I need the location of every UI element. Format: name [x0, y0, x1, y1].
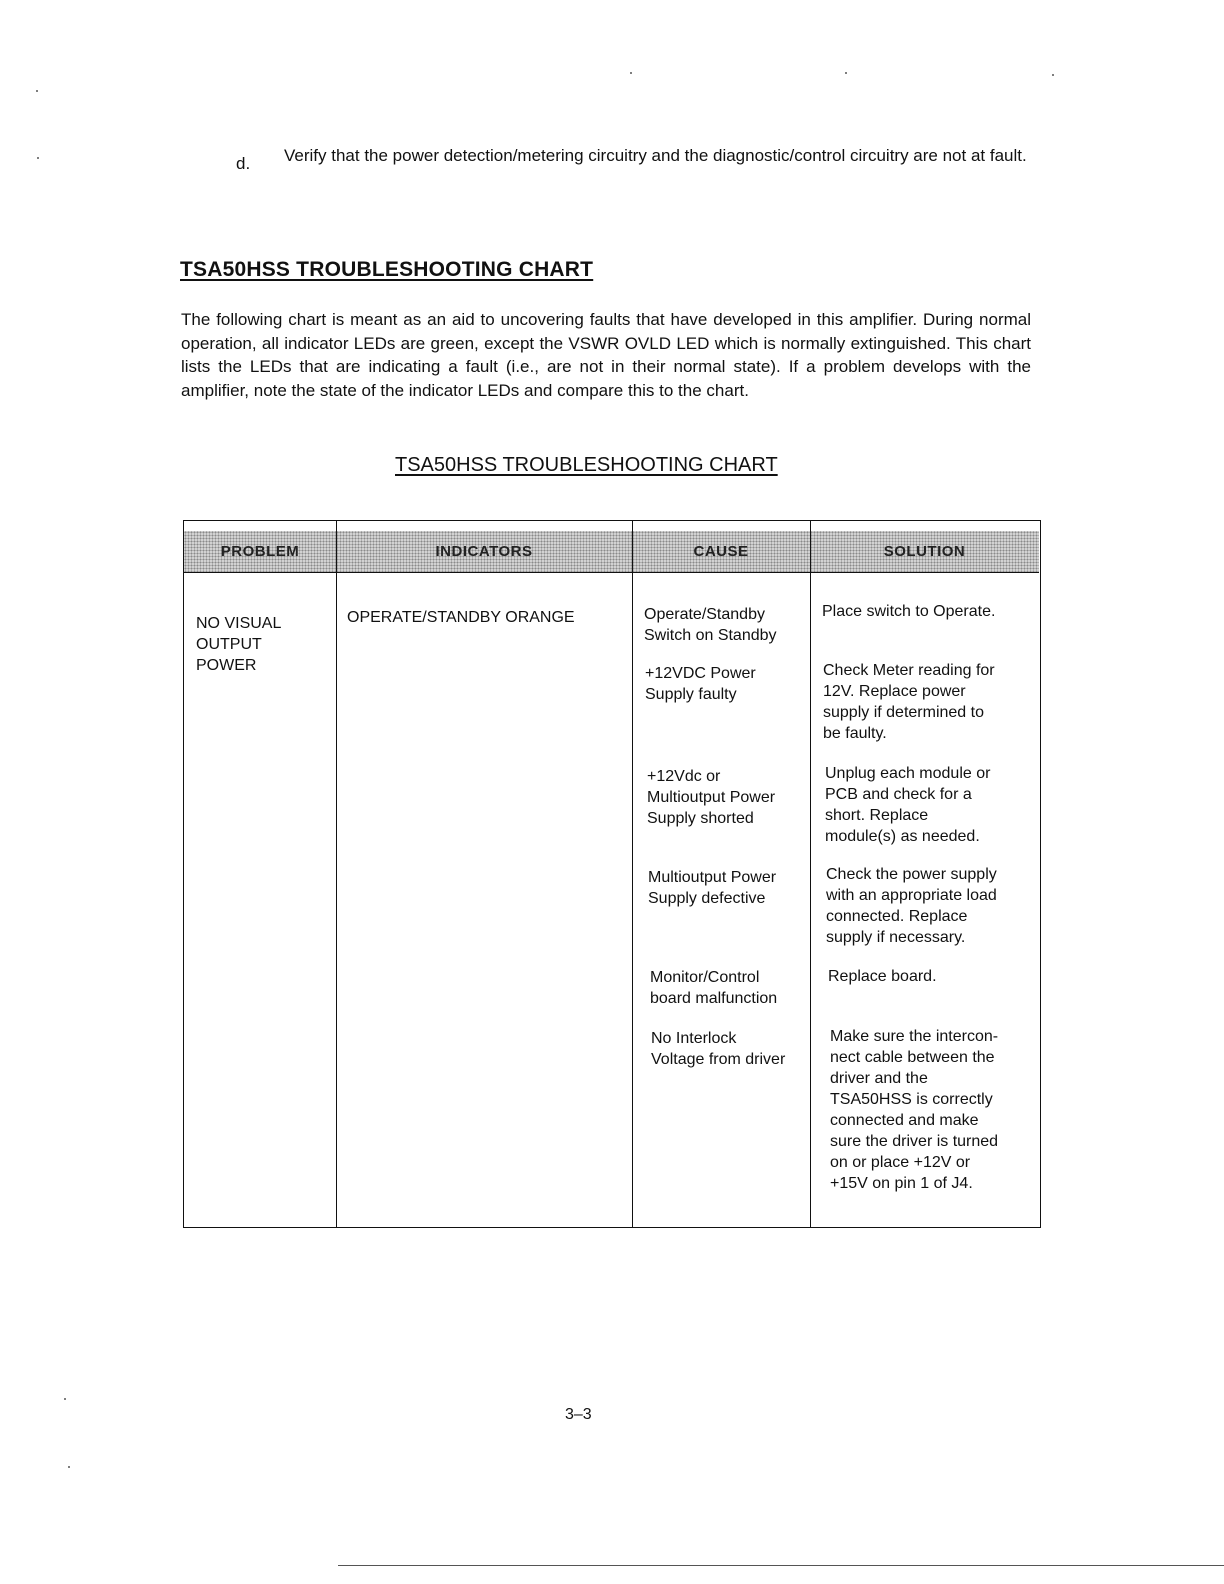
step-letter: d.: [236, 154, 251, 173]
scan-speck: [1052, 74, 1054, 76]
cause-cell: Operate/Standby Switch on Standby: [644, 606, 777, 644]
header-problem: PROBLEM: [184, 531, 336, 573]
scan-speck: [37, 157, 39, 159]
solution-cell: Make sure the intercon- nect cable between the driver and the TSA50HSS is correctly connected and make sure the driver is turned on or place +12V or +15V on pin 1 of J4.: [830, 1028, 999, 1192]
scan-speck: [630, 72, 632, 74]
section-title: TSA50HSS TROUBLESHOOTING CHART: [180, 258, 594, 281]
page-number: 3–3: [565, 1406, 592, 1423]
step-text: Verify that the power detection/metering circuitry and the diagnostic/control circuitry are not at fault.: [284, 146, 1027, 165]
column-divider: [632, 521, 633, 1227]
column-divider: [810, 521, 811, 1227]
cause-cell: +12Vdc or Multioutput Power Supply shorted: [647, 768, 776, 827]
troubleshooting-table: [183, 520, 1041, 1228]
column-divider: [336, 521, 337, 1227]
cause-cell: No Interlock Voltage from driver: [651, 1030, 786, 1068]
indicator-cell: OPERATE/STANDBY ORANGE: [347, 609, 575, 626]
solution-cell: Check Meter reading for 12V. Replace power supply if determined to be faulty.: [823, 662, 995, 742]
cause-cell: Multioutput Power Supply defective: [648, 869, 777, 907]
scan-speck: [64, 1398, 66, 1400]
header-cause: CAUSE: [632, 531, 810, 573]
header-indicators: INDICATORS: [336, 531, 632, 573]
scan-speck: [68, 1466, 70, 1468]
solution-cell: Replace board.: [828, 968, 937, 985]
chart-title: TSA50HSS TROUBLESHOOTING CHART: [395, 454, 778, 476]
header-solution: SOLUTION: [810, 531, 1039, 573]
solution-cell: Place switch to Operate.: [822, 603, 996, 620]
solution-cell: Check the power supply with an appropriate load connected. Replace supply if necessary.: [826, 866, 997, 946]
scan-speck: [36, 90, 38, 92]
scan-speck: [845, 72, 847, 74]
footer-rule: [338, 1565, 1224, 1566]
solution-cell: Unplug each module or PCB and check for a short. Replace module(s) as needed.: [825, 765, 991, 845]
cause-cell: Monitor/Control board malfunction: [650, 969, 778, 1007]
problem-cell: NO VISUAL OUTPUT POWER: [196, 615, 282, 674]
cause-cell: +12VDC Power Supply faulty: [645, 665, 756, 703]
intro-paragraph: The following chart is meant as an aid to uncovering faults that have developed in this amplifier. During normal operation, all indicator LEDs are green, except the VSWR OVLD LED which is normally extinguished. This chart lists the LEDs that are indicating a fault (i.e., are not in their normal state). If a problem develops with the amplifier, note the state of the indicator LEDs and compare this to the chart.: [181, 310, 1031, 400]
